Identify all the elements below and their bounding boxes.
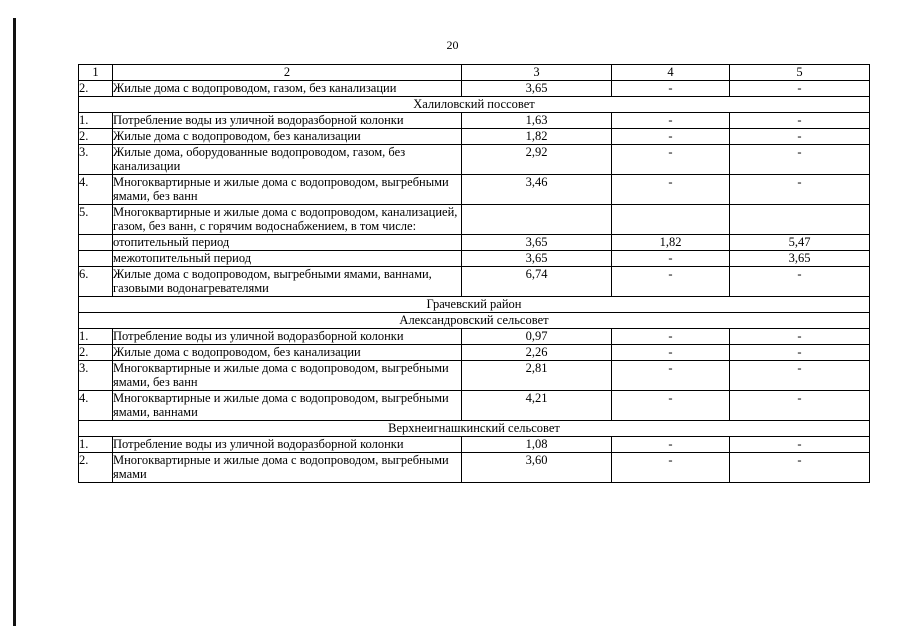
row-description-cell: межотопительный период [113, 251, 462, 267]
section-row [79, 97, 870, 113]
row-description-cell: отопительный период [113, 235, 462, 251]
value-cell-col3: 2,26 [462, 345, 612, 361]
header-cell: 4 [612, 65, 730, 81]
value-cell-col5: - [730, 391, 870, 421]
header-cell: 1 [79, 65, 113, 81]
value-cell-col5: - [730, 361, 870, 391]
row-number-cell: 2. [79, 81, 113, 97]
row-description-cell: Многоквартирные и жилые дома с водопроводом, выгребными ямами, без ванн [113, 175, 462, 205]
row-number-cell: 6. [79, 267, 113, 297]
row-description-cell: Жилые дома с водопроводом, без канализации [113, 129, 462, 145]
row-description-cell: Потребление воды из уличной водоразборной колонки [113, 329, 462, 345]
value-cell-col3: 1,08 [462, 437, 612, 453]
row-number-cell: 1. [79, 113, 113, 129]
row-description-cell: Многоквартирные и жилые дома с водопроводом, канализацией, газом, без ванн, с горячим водоснабжением, в том числе: [113, 205, 462, 235]
table-row [79, 361, 870, 391]
value-cell-col5 [730, 205, 870, 235]
value-cell-col4: - [612, 267, 730, 297]
value-cell-col3: 6,74 [462, 267, 612, 297]
header-cell: 5 [730, 65, 870, 81]
value-cell-col4: - [612, 329, 730, 345]
row-number-cell: 3. [79, 145, 113, 175]
value-cell-col5: - [730, 437, 870, 453]
header-cell: 2 [113, 65, 462, 81]
value-cell-col5: - [730, 175, 870, 205]
value-cell-col3: 1,63 [462, 113, 612, 129]
value-cell-col5: 5,47 [730, 235, 870, 251]
row-description-cell: Потребление воды из уличной водоразборной колонки [113, 437, 462, 453]
row-number-cell: 2. [79, 345, 113, 361]
section-row [79, 297, 870, 313]
table-row [79, 345, 870, 361]
section-row [79, 313, 870, 329]
table-row [79, 175, 870, 205]
row-number-cell: 1. [79, 437, 113, 453]
row-description-cell: Многоквартирные и жилые дома с водопроводом, выгребными ямами [113, 453, 462, 483]
value-cell-col4: - [612, 145, 730, 175]
value-cell-col3: 2,81 [462, 361, 612, 391]
section-title: Грачевский район [79, 297, 870, 313]
table-header-row [79, 65, 870, 81]
value-cell-col5: - [730, 345, 870, 361]
table-row [79, 129, 870, 145]
value-cell-col5: 3,65 [730, 251, 870, 267]
section-title: Халиловский поссовет [79, 97, 870, 113]
value-cell-col5: - [730, 81, 870, 97]
section-row [79, 421, 870, 437]
row-number-cell [79, 235, 113, 251]
value-cell-col3: 3,46 [462, 175, 612, 205]
row-description-cell: Жилые дома с водопроводом, газом, без канализации [113, 81, 462, 97]
row-number-cell: 1. [79, 329, 113, 345]
value-cell-col4: - [612, 437, 730, 453]
value-cell-col3: 3,65 [462, 81, 612, 97]
table-row [79, 113, 870, 129]
row-description-cell: Жилые дома, оборудованные водопроводом, газом, без канализации [113, 145, 462, 175]
value-cell-col4: - [612, 81, 730, 97]
table-row [79, 81, 870, 97]
value-cell-col4: 1,82 [612, 235, 730, 251]
value-cell-col5: - [730, 145, 870, 175]
table-row [79, 437, 870, 453]
row-number-cell: 2. [79, 453, 113, 483]
header-cell: 3 [462, 65, 612, 81]
value-cell-col3: 3,65 [462, 235, 612, 251]
value-cell-col3: 3,65 [462, 251, 612, 267]
value-cell-col5: - [730, 113, 870, 129]
value-cell-col4: - [612, 129, 730, 145]
page-number: 20 [446, 38, 459, 52]
value-cell-col4: - [612, 251, 730, 267]
row-description-cell: Жилые дома с водопроводом, без канализации [113, 345, 462, 361]
row-description-cell: Потребление воды из уличной водоразборной колонки [113, 113, 462, 129]
row-number-cell: 2. [79, 129, 113, 145]
table-row [79, 453, 870, 483]
value-cell-col5: - [730, 329, 870, 345]
value-cell-col3: 1,82 [462, 129, 612, 145]
table-row [79, 235, 870, 251]
value-cell-col4: - [612, 453, 730, 483]
value-cell-col4: - [612, 345, 730, 361]
value-cell-col5: - [730, 267, 870, 297]
row-number-cell: 4. [79, 391, 113, 421]
table-row [79, 329, 870, 345]
row-description-cell: Многоквартирные и жилые дома с водопроводом, выгребными ямами, ваннами [113, 391, 462, 421]
norms-table [78, 64, 870, 483]
value-cell-col4: - [612, 175, 730, 205]
value-cell-col5: - [730, 453, 870, 483]
value-cell-col4 [612, 205, 730, 235]
value-cell-col3: 2,92 [462, 145, 612, 175]
value-cell-col4: - [612, 113, 730, 129]
row-description-cell: Многоквартирные и жилые дома с водопроводом, выгребными ямами, без ванн [113, 361, 462, 391]
row-description-cell: Жилые дома с водопроводом, выгребными ямами, ваннами, газовыми водонагревателями [113, 267, 462, 297]
value-cell-col3 [462, 205, 612, 235]
section-title: Верхнеигнашкинский сельсовет [79, 421, 870, 437]
value-cell-col3: 0,97 [462, 329, 612, 345]
row-number-cell: 3. [79, 361, 113, 391]
section-title: Александровский сельсовет [79, 313, 870, 329]
table-row [79, 391, 870, 421]
value-cell-col3: 4,21 [462, 391, 612, 421]
value-cell-col4: - [612, 361, 730, 391]
row-number-cell: 5. [79, 205, 113, 235]
value-cell-col5: - [730, 129, 870, 145]
value-cell-col4: - [612, 391, 730, 421]
table-row [79, 145, 870, 175]
value-cell-col3: 3,60 [462, 453, 612, 483]
table-row [79, 205, 870, 235]
norms-table-body [79, 65, 870, 483]
table-row [79, 251, 870, 267]
table-row [79, 267, 870, 297]
page-edge-bar [13, 18, 16, 626]
row-number-cell [79, 251, 113, 267]
row-number-cell: 4. [79, 175, 113, 205]
